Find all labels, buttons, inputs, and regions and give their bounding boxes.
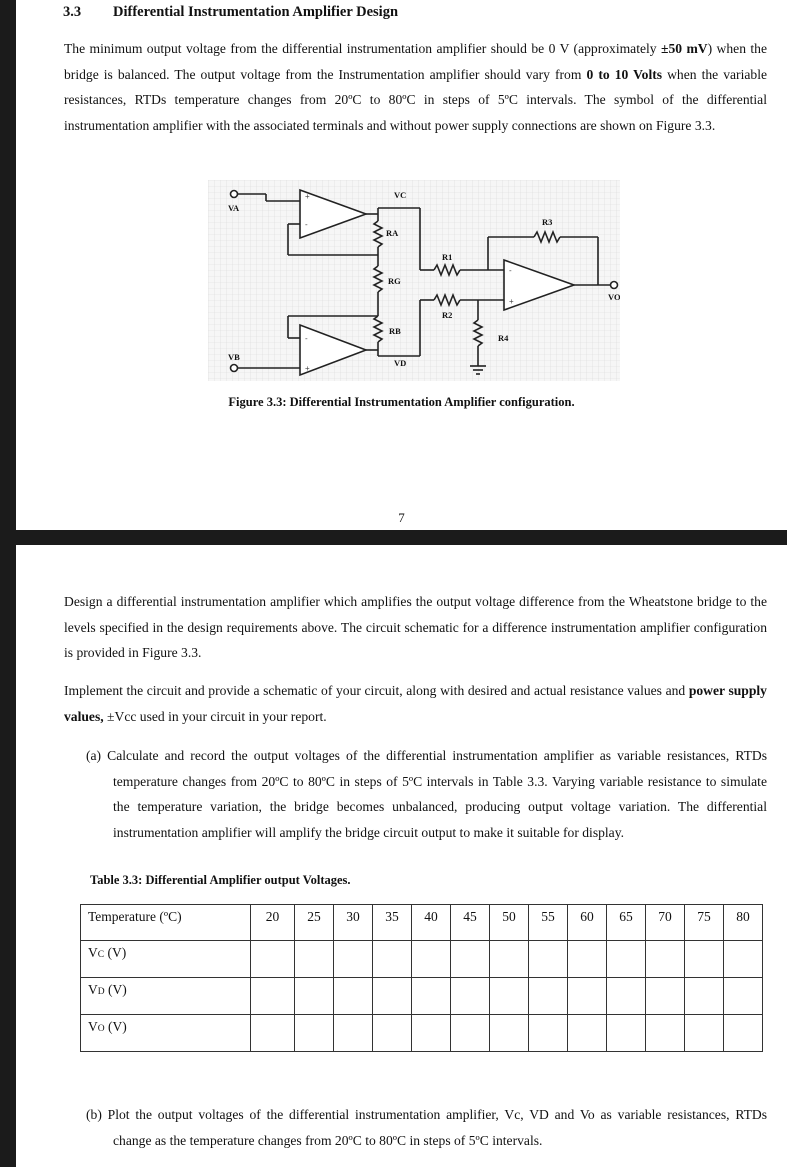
page-number: 7 (398, 510, 405, 525)
table-header-row (81, 905, 763, 941)
design-paragraph: Design a differential instrumentation amplifier which amplifies the output voltage difference from the Wheatstone bridge to the levels specified in the design requirements above. The circuit schematic for a difference instrumentation amplifier configuration is provided in Figure 3.3. (64, 594, 767, 660)
label-r3: R3 (542, 217, 553, 227)
label-r4: R4 (498, 333, 509, 343)
row-label-vc: VC (V) (81, 941, 251, 978)
label-r2: R2 (442, 310, 453, 320)
temp-cell: 50 (490, 905, 529, 941)
temperature-header: Temperature (ºC) (81, 905, 251, 941)
implement-paragraph: Implement the circuit and provide a schematic of your circuit, along with desired and actual resistance values and power supply values, ±Vcc used in your circuit in your report. (64, 683, 767, 724)
table-title: Table 3.3: Differential Amplifier output Voltages. (90, 873, 351, 887)
label-ra: RA (386, 228, 399, 238)
item-b-paragraph: (b) Plot the output voltages of the differential instrumentation amplifier, Vc, VD and Vo as variable resistances, RTDs change as the temperature changes from 20ºC to 80ºC in steps of 5ºC intervals. (86, 1107, 767, 1148)
label-r1: R1 (442, 252, 453, 262)
section-title: Differential Instrumentation Amplifier Design (113, 4, 399, 20)
circuit-figure (208, 180, 620, 381)
minus-sign-top: - (305, 220, 308, 229)
temp-cell: 65 (607, 905, 646, 941)
temp-cell: 25 (295, 905, 334, 941)
label-va: VA (228, 203, 240, 213)
table-row-vo (81, 1015, 763, 1052)
output-voltage-table (80, 904, 763, 1052)
figure-caption: Figure 3.3: Differential Instrumentation Amplifier configuration. (228, 395, 575, 409)
label-vo: VO (608, 292, 620, 302)
temp-cell: 55 (529, 905, 568, 941)
temp-cell: 80 (724, 905, 763, 941)
temp-cell: 70 (646, 905, 685, 941)
label-rg: RG (388, 276, 401, 286)
temp-cell: 35 (373, 905, 412, 941)
row-label-vd: VD (V) (81, 978, 251, 1015)
plus-sign-top: + (305, 192, 310, 201)
page-2 (16, 545, 787, 1167)
row-label-vo: VO (V) (81, 1015, 251, 1052)
temp-cell: 45 (451, 905, 490, 941)
table-row-vd (81, 978, 763, 1015)
temp-cell: 20 (251, 905, 295, 941)
item-a-paragraph: (a) Calculate and record the output voltages of the differential instrumentation amplifier as variable resistances, RTDs temperature changes from 20ºC to 80ºC in steps of 5ºC intervals in Table 3.3. Varying variable resistance to simulate the temperature variation, the bridge becomes unbalanced, producing output voltage variation. The differential instrumentation amplifier will amplify the bridge circuit output to make it suitable for display. (86, 748, 767, 840)
plus-sign-out: + (509, 297, 514, 306)
label-rb: RB (389, 326, 401, 336)
label-vd: VD (394, 358, 407, 368)
temp-cell: 40 (412, 905, 451, 941)
table-row-vc (81, 941, 763, 978)
minus-sign-bottom: - (305, 334, 308, 343)
label-vb: VB (228, 352, 240, 362)
intro-paragraph: The minimum output voltage from the differential instrumentation amplifier should be 0 V (approximately ±50 mV) when the bridge is balanced. The output voltage from the Instrumentation amplifier should vary from 0 to 10 Volts when the variable resistances, RTDs temperature changes from 20ºC to 80ºC in steps of 5ºC intervals. The symbol of the differential instrumentation amplifier with the associated terminals and without power supply connections are shown on Figure 3.3. (64, 41, 768, 133)
temp-cell: 60 (568, 905, 607, 941)
minus-sign-out: - (509, 266, 512, 275)
section-number: 3.3 (63, 4, 82, 20)
temp-cell: 75 (685, 905, 724, 941)
temp-cell: 30 (334, 905, 373, 941)
plus-sign-bottom: + (305, 364, 310, 373)
instrumentation-amplifier-schematic (208, 180, 620, 381)
page-1 (16, 0, 787, 530)
label-vc: VC (394, 190, 407, 200)
